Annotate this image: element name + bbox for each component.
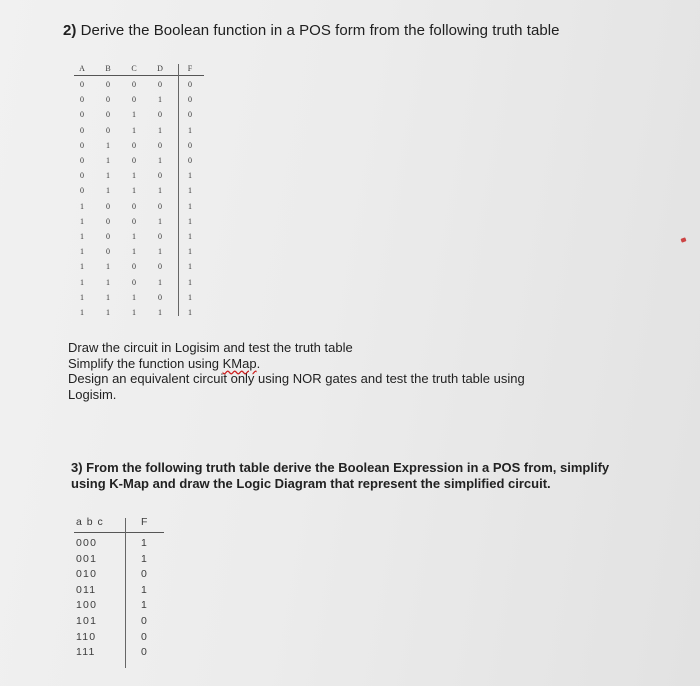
output-value: 1 [141,537,147,549]
question-2-instructions [68,340,525,402]
table-cell: 1 [106,277,110,287]
table-cell: 0 [80,140,84,150]
table-cell: 1 [80,201,84,211]
table-cell: 0 [158,262,162,272]
table-cell: 0 [158,110,162,120]
table-cell: 0 [80,186,84,196]
table-cell: 0 [132,80,136,89]
table-cell: 1 [188,262,192,272]
input-values: 111 [76,646,96,659]
question-3-text [71,460,609,492]
table-header-output: F [141,516,148,528]
table-cell: 1 [188,201,192,211]
table-cell: 0 [106,80,110,89]
table-cell: 0 [188,110,192,120]
table-cell: 1 [132,292,136,302]
table-header-b: B [105,64,111,73]
table-cell: 1 [80,292,84,302]
table-cell: 0 [132,262,136,272]
table-cell: 1 [80,277,84,287]
input-values: 101 [76,615,98,627]
table-cell: 0 [106,110,110,120]
table-cell: 1 [158,95,162,105]
instruction-line-2-prefix: Simplify the function using [68,355,223,371]
table-cell: 0 [80,110,84,120]
input-values: 011 [76,583,97,596]
table-cell: 1 [132,186,136,196]
table-header-inputs: a b c [76,516,104,528]
table-cell: 0 [106,201,110,211]
table-header-f: F [187,64,193,73]
table-cell: 0 [106,125,110,135]
table-cell: 0 [132,277,136,287]
table-cell: 1 [188,308,192,317]
table-header-a: A [79,64,85,73]
table-cell: 1 [158,125,162,135]
table-cell: 0 [188,140,192,150]
table-cell: 1 [106,156,110,165]
table-output-divider [178,64,179,316]
table-cell: 1 [106,171,110,181]
table-cell: 1 [188,292,192,302]
table-cell: 1 [158,216,162,226]
question-3-line-1: 3) From the following truth table derive the Boolean Expression in a POS from, simplify [71,460,610,475]
table-cell: 1 [106,308,110,317]
table-cell: 1 [132,171,136,181]
instruction-line-3: Design an equivalent circuit only using NOR gates and test the truth table using [68,371,525,386]
table-cell: 0 [158,140,162,150]
table-cell: 1 [132,125,136,135]
table-cell: 1 [132,232,136,241]
output-value: 1 [141,583,147,596]
output-value: 1 [141,599,147,612]
table-cell: 1 [132,247,136,257]
table-cell: 0 [132,201,136,211]
table-cell: 0 [132,216,136,226]
instruction-line-4: Logisim. [68,386,117,402]
table-cell: 0 [80,125,84,135]
table-cell: 0 [106,247,110,257]
table-cell: 0 [80,80,84,89]
table-cell: 0 [188,156,192,165]
table-cell: 0 [188,95,192,105]
input-values: 110 [76,630,97,643]
table-cell: 1 [188,277,192,287]
output-value: 0 [141,568,147,581]
table-cell: 0 [158,201,162,211]
table-cell: 0 [106,95,110,105]
table-header-divider [74,532,164,533]
table-cell: 1 [188,186,192,196]
kmap-word-spellcheck: KMap [222,355,257,371]
table-cell: 1 [80,308,84,317]
question-3-line-2: using K-Map and draw the Logic Diagram that represent the simplified circuit. [71,476,551,491]
input-values: 100 [76,599,98,612]
table-header-divider [74,75,204,76]
table-cell: 0 [158,232,162,241]
red-mark [680,237,686,242]
table-cell: 1 [80,232,84,241]
input-values: 010 [76,568,98,581]
output-value: 0 [141,630,147,643]
table-cell: 1 [158,247,162,257]
table-cell: 0 [80,171,84,181]
instruction-line-2-suffix: . [256,355,261,371]
output-value: 0 [141,646,147,659]
table-cell: 1 [106,140,110,150]
table-cell: 0 [132,156,136,165]
table-cell: 1 [132,110,136,120]
table-cell: 1 [80,262,84,272]
table-cell: 0 [106,232,110,241]
table-cell: 0 [158,292,162,302]
table-cell: 1 [80,247,84,257]
table-cell: 0 [188,80,192,89]
instruction-line-1: Draw the circuit in Logisim and test the truth table [68,340,353,355]
table-cell: 1 [106,262,110,272]
table-cell: 1 [158,308,162,317]
question-2-title [63,22,560,39]
table-header-d: D [157,64,163,73]
table-output-divider [125,518,126,668]
table-cell: 0 [158,80,162,89]
table-cell: 0 [80,95,84,105]
table-cell: 0 [132,95,136,105]
question-2-number: 2) [63,22,77,39]
output-value: 0 [141,615,147,627]
output-value: 1 [141,552,147,565]
table-cell: 1 [158,156,162,165]
table-cell: 0 [158,171,162,181]
table-cell: 1 [188,232,192,241]
table-cell: 1 [188,216,192,226]
instruction-line-2 [68,356,525,372]
table-cell: 0 [132,140,136,150]
table-cell: 1 [106,292,110,302]
table-cell: 0 [80,156,84,165]
input-values: 001 [76,552,98,565]
table-header-c: C [131,64,137,73]
question-2-text: Derive the Boolean function in a POS form from the following truth table [80,22,560,39]
table-cell: 1 [106,186,110,196]
table-cell: 1 [188,125,192,135]
input-values: 000 [76,537,98,549]
table-cell: 0 [106,216,110,226]
table-cell: 1 [132,308,136,317]
table-cell: 1 [158,186,162,196]
table-cell: 1 [80,216,84,226]
table-cell: 1 [188,171,192,181]
table-cell: 1 [158,277,162,287]
table-cell: 1 [188,247,192,257]
